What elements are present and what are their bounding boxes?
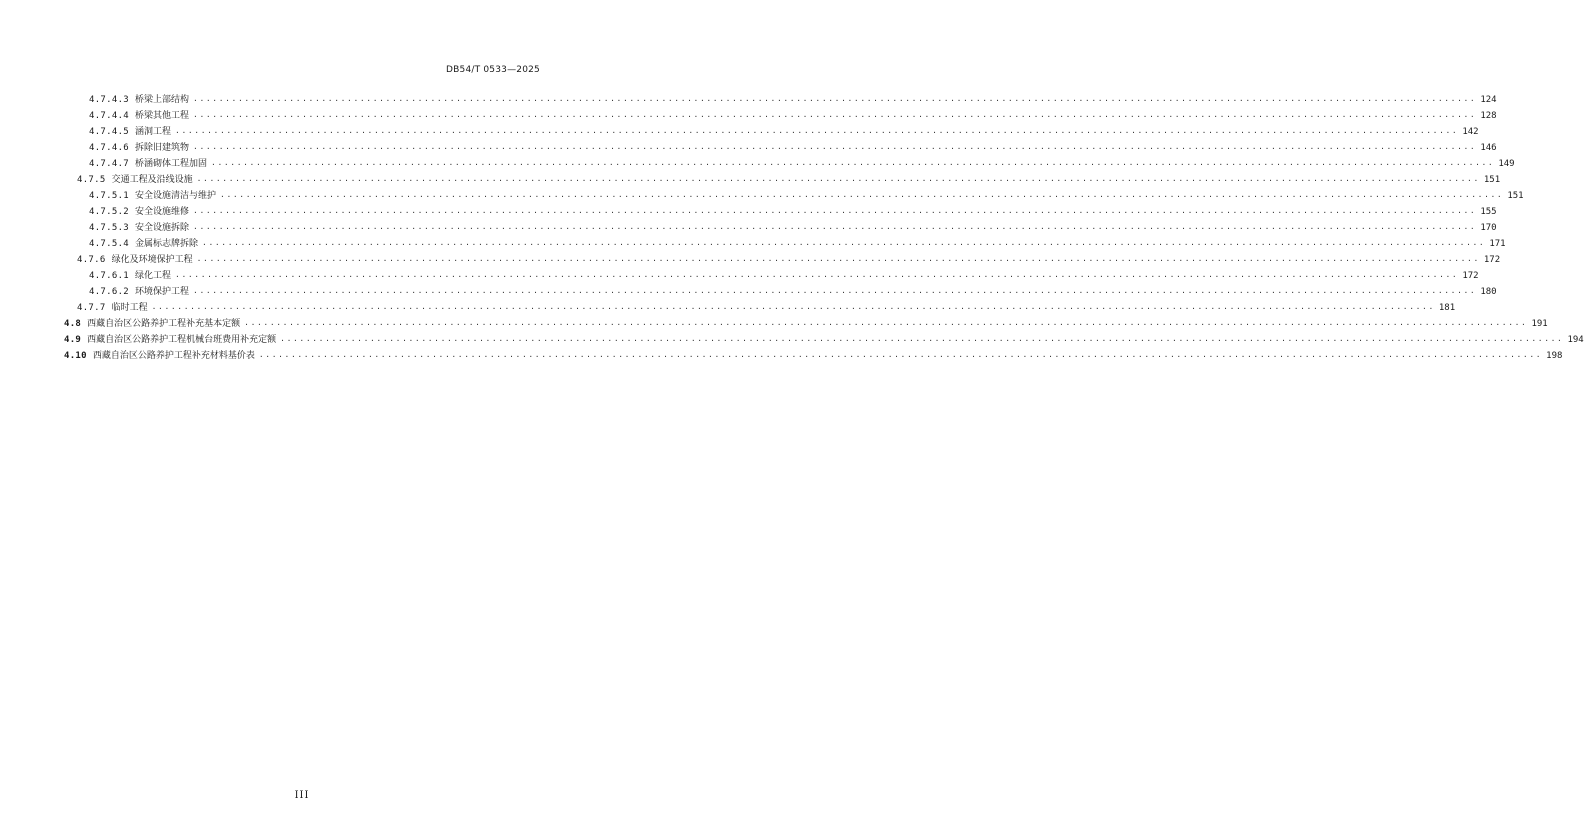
toc-leader-dots: ........................................................................................................................................................................................................: [211, 158, 1495, 167]
toc-leader-dots: ........................................................................................................................................................................................................: [193, 206, 1477, 215]
toc-leader-dots: ........................................................................................................................................................................................................: [244, 318, 1528, 327]
toc-entry-title: 金属标志牌拆除: [135, 239, 199, 249]
toc-entry-title: 西藏自治区公路养护工程补充材料基价表: [92, 351, 255, 361]
toc-entry-number: 4.7.6: [77, 255, 106, 265]
toc-entry-page: 191: [1531, 319, 1548, 329]
toc-entry[interactable]: [77, 250, 1501, 266]
toc-entry-page: 172: [1483, 255, 1501, 265]
toc-leader-dots: ........................................................................................................................................................................................................: [193, 94, 1477, 103]
toc-leader-dots: ........................................................................................................................................................................................................: [175, 270, 1459, 279]
toc-leader-dots: ........................................................................................................................................................................................................: [193, 222, 1477, 231]
toc-entry-title: 西藏自治区公路养护工程机械台班费用补充定额: [87, 335, 277, 345]
toc-leader-dots: ........................................................................................................................................................................................................: [280, 334, 1564, 343]
toc-entry-title: 桥梁上部结构: [135, 95, 190, 105]
toc-entry-page: 149: [1498, 159, 1515, 169]
toc-entry-title: 桥梁其他工程: [135, 111, 190, 121]
toc-leader-dots: ........................................................................................................................................................................................................: [175, 126, 1459, 135]
toc-entry-page: 180: [1480, 287, 1497, 297]
toc-entry-number: 4.7.6.1: [89, 271, 130, 281]
toc-entry-number: 4.7.6.2: [89, 287, 130, 297]
toc-entry[interactable]: [89, 106, 1497, 122]
toc-entry-number: 4.7.5.1: [89, 191, 130, 201]
toc-entry-page: 124: [1480, 95, 1497, 105]
toc-entry[interactable]: [89, 154, 1515, 170]
toc-leader-dots: ........................................................................................................................................................................................................: [220, 190, 1504, 199]
toc-entry[interactable]: [64, 314, 1548, 330]
toc-leader-dots: ........................................................................................................................................................................................................: [193, 142, 1477, 151]
toc-entry-page: 146: [1480, 143, 1497, 153]
toc-entry[interactable]: [89, 186, 1524, 202]
toc-entry-page: 194: [1567, 335, 1584, 345]
toc-entry[interactable]: [89, 138, 1497, 154]
toc-entry-number: 4.7.5.4: [89, 239, 130, 249]
toc-entry-page: 170: [1480, 223, 1497, 233]
toc-entry-title: 拆除旧建筑物: [135, 143, 190, 153]
toc-entry-number: 4.7.4.4: [89, 111, 130, 121]
toc-entry-page: 172: [1462, 271, 1479, 281]
toc-entry-title: 绿化工程: [135, 271, 172, 281]
toc-entry-title: 交通工程及沿线设施: [111, 175, 193, 185]
toc-entry[interactable]: [89, 202, 1497, 218]
toc-entry-number: 4.10: [64, 351, 87, 361]
toc-entry-title: 环境保护工程: [135, 287, 190, 297]
toc-entry-title: 安全设施维修: [135, 207, 190, 217]
toc-entry-page: 181: [1438, 303, 1456, 313]
toc-entry-title: 涵洞工程: [135, 127, 172, 137]
toc-entry[interactable]: [89, 266, 1479, 282]
toc-entry-page: 151: [1507, 191, 1524, 201]
toc-entry[interactable]: [89, 122, 1479, 138]
toc-leader-dots: ........................................................................................................................................................................................................: [196, 174, 1480, 183]
toc-entry-title: 绿化及环境保护工程: [111, 255, 193, 265]
toc-entry[interactable]: [89, 282, 1497, 298]
toc-leader-dots: ........................................................................................................................................................................................................: [193, 110, 1477, 119]
toc-leader-dots: ........................................................................................................................................................................................................: [196, 254, 1480, 263]
toc-leader-dots: ........................................................................................................................................................................................................: [202, 238, 1486, 247]
toc-entry-number: 4.7.5.2: [89, 207, 130, 217]
toc-entry-number: 4.8: [64, 319, 82, 329]
toc-entry-page: 151: [1483, 175, 1501, 185]
toc-entry-title: 安全设施拆除: [135, 223, 190, 233]
toc-entry[interactable]: [77, 298, 1456, 314]
toc-entry-title: 桥涵砌体工程加固: [135, 159, 208, 169]
toc-entry-number: 4.7.4.6: [89, 143, 130, 153]
toc-entry-number: 4.7.7: [77, 303, 106, 313]
toc-entry-title: 西藏自治区公路养护工程补充基本定额: [87, 319, 241, 329]
toc-entry[interactable]: [89, 234, 1506, 250]
toc-entry-page: 155: [1480, 207, 1497, 217]
toc-leader-dots: ........................................................................................................................................................................................................: [258, 350, 1543, 359]
toc-entry-number: 4.7.4.7: [89, 159, 130, 169]
toc-entry-page: 128: [1480, 111, 1497, 121]
toc-entry-page: 171: [1489, 239, 1506, 249]
toc-entry-number: 4.7.5.3: [89, 223, 130, 233]
toc-leader-dots: ........................................................................................................................................................................................................: [193, 286, 1477, 295]
toc-entry[interactable]: [77, 170, 1501, 186]
toc-entry[interactable]: [89, 90, 1497, 106]
page-number-footer: III: [294, 790, 310, 801]
toc-entry-title: 临时工程: [111, 303, 148, 313]
toc-entry-number: 4.7.4.5: [89, 127, 130, 137]
toc-entry-number: 4.7.4.3: [89, 95, 130, 105]
toc-entry[interactable]: [64, 330, 1584, 346]
toc-entry-title: 安全设施清洁与维护: [135, 191, 217, 201]
toc-entry-page: 142: [1462, 127, 1479, 137]
toc-entry-number: 4.7.5: [77, 175, 106, 185]
toc-entry-number: 4.9: [64, 335, 82, 345]
toc-entry[interactable]: [64, 346, 1563, 362]
toc-entry-page: 198: [1546, 351, 1563, 361]
toc-leader-dots: ........................................................................................................................................................................................................: [151, 302, 1435, 311]
document-id-header: DB54/T 0533—2025: [446, 65, 540, 75]
toc-entry[interactable]: [89, 218, 1497, 234]
